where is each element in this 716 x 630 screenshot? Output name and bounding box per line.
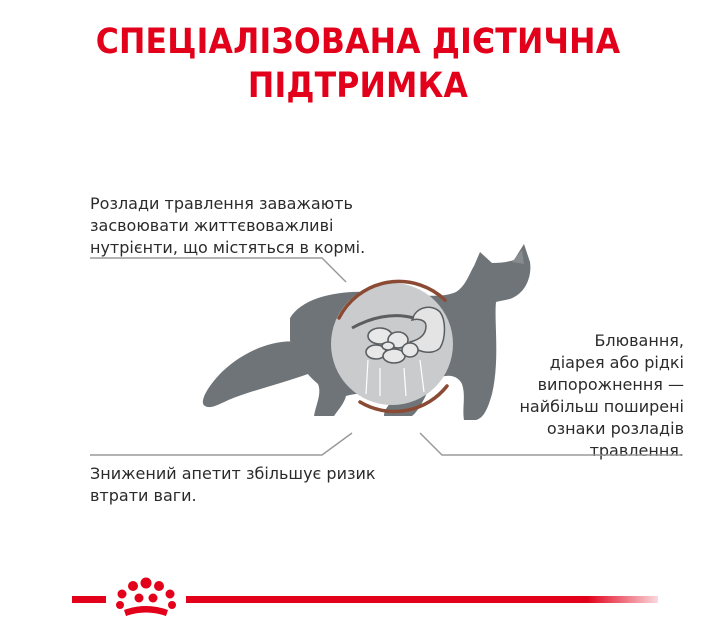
- connector-line-top-left: [90, 258, 346, 282]
- cat-tail: [203, 341, 308, 407]
- callout-line: ознаки розладів: [546, 419, 684, 438]
- connector-line-right: [420, 433, 682, 455]
- callout-line: нутрієнти, що містяться в кормі.: [90, 238, 366, 257]
- crown-dot: [128, 581, 138, 591]
- cat-digestive-system-icon: [203, 244, 531, 420]
- crown-dot: [168, 601, 176, 609]
- crown-dot: [118, 590, 127, 599]
- stripe-right: [186, 596, 658, 603]
- callout-line: Знижений апетит збільшує ризик: [90, 464, 376, 483]
- crown-dot: [116, 601, 124, 609]
- callout-line: найбільш поширені: [519, 397, 684, 416]
- cat-ear: [512, 250, 524, 264]
- brand-stripe: [72, 596, 658, 603]
- crown-dot: [141, 578, 152, 589]
- stripe-left: [72, 596, 106, 603]
- intestine-loop: [402, 343, 418, 357]
- crown-base: [124, 606, 168, 616]
- callout-line: травлення.: [589, 441, 684, 460]
- crown-dot: [166, 590, 175, 599]
- title-line-1: СПЕЦІАЛІЗОВАНА ДІЄТИЧНА: [95, 22, 621, 62]
- callout-line: діарея або рідкі: [549, 353, 684, 372]
- intestine-loop: [382, 342, 394, 350]
- callout-line: засвоювати життєвоважливі: [90, 216, 334, 235]
- callout-line: Розлади травлення заважають: [90, 194, 353, 213]
- royal-canin-crown-logo-icon: [116, 578, 176, 617]
- callout-line: Блювання,: [594, 331, 684, 350]
- crown-dot: [135, 594, 144, 603]
- connector-line-bottom-left: [90, 433, 352, 455]
- crown-dot: [154, 581, 164, 591]
- callout-line: випорожнення —: [537, 375, 684, 394]
- title-line-2: ПІДТРИМКА: [247, 66, 469, 106]
- crown-dot: [149, 594, 158, 603]
- callout-line: втрати ваги.: [90, 486, 197, 505]
